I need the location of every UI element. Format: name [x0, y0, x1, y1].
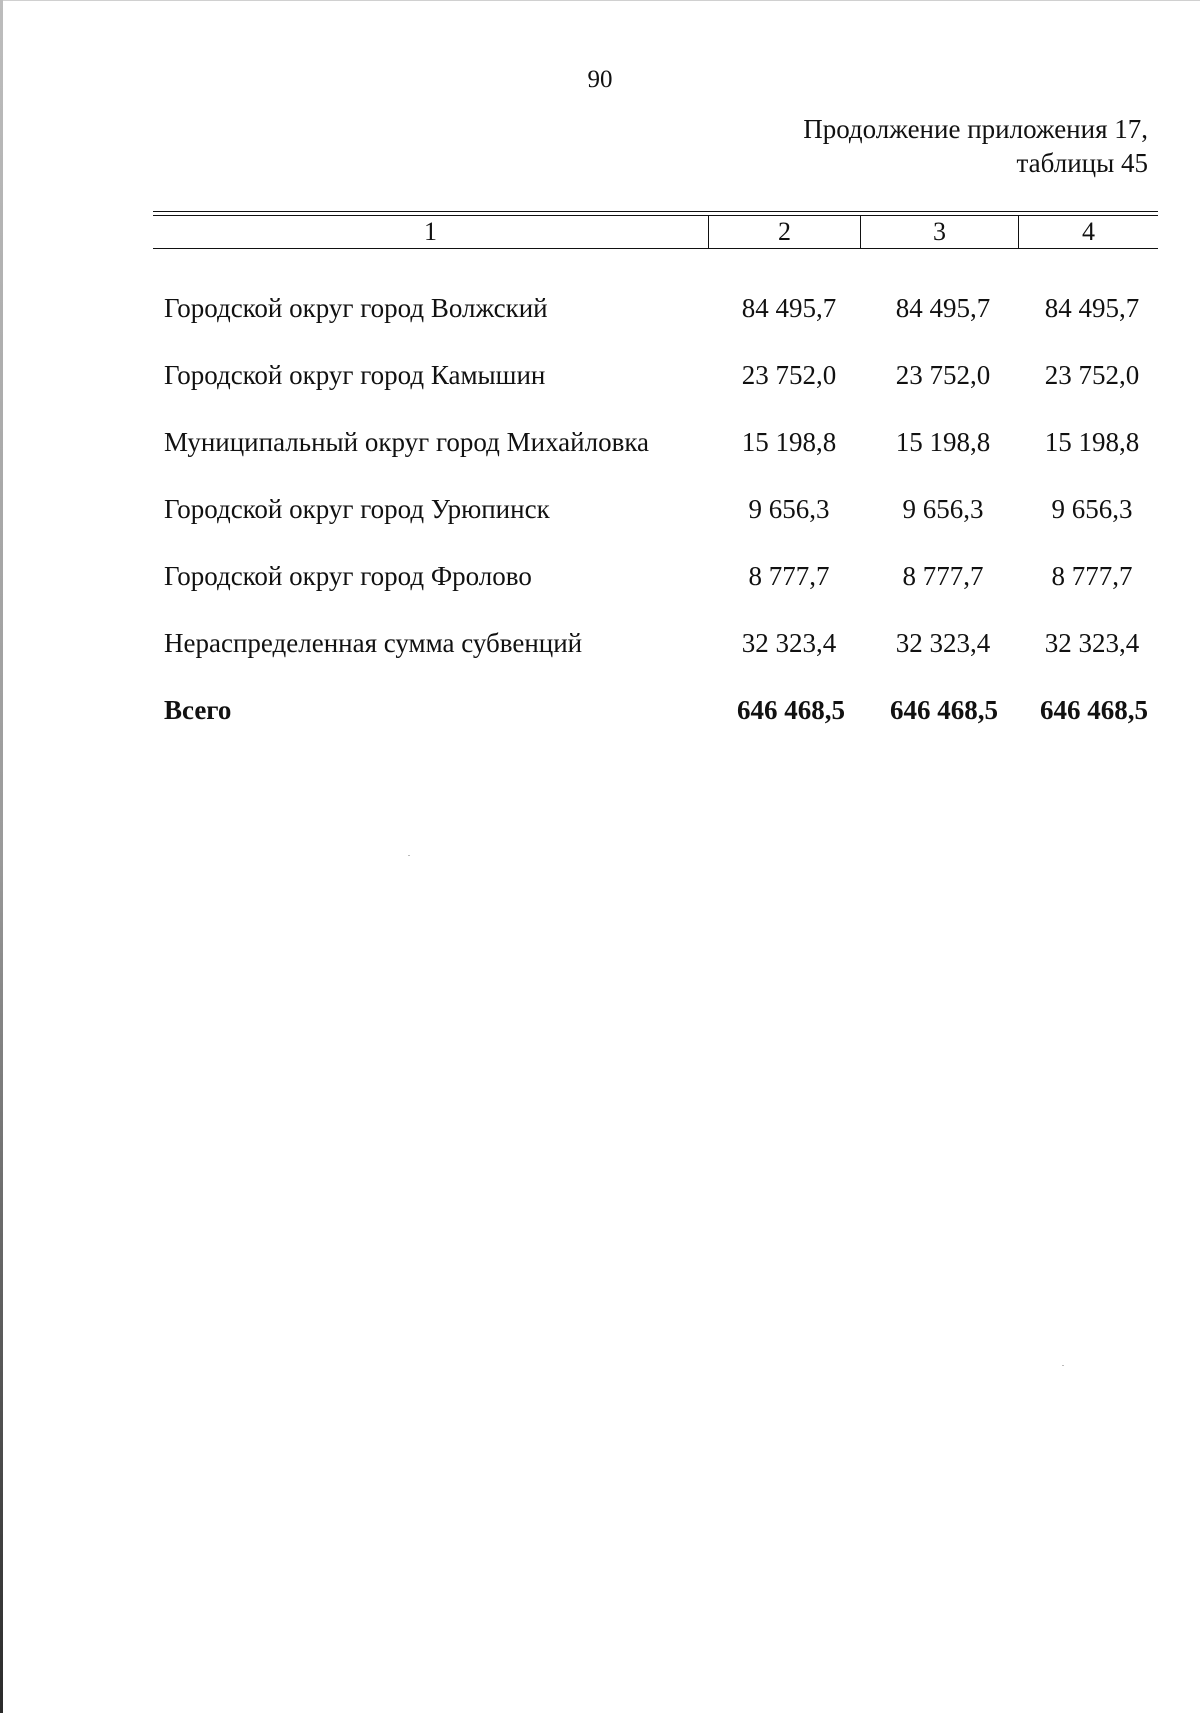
row-value-col3: 8 777,7: [902, 561, 984, 591]
row-name: Городской округ город Фролово: [164, 561, 532, 591]
scan-speck: [408, 855, 410, 856]
total-value-col3: 646 468,5: [890, 695, 998, 725]
table-row: [153, 543, 1158, 610]
table-top-rule: [153, 211, 1158, 212]
scan-speck: [1062, 1365, 1064, 1366]
table-row: [153, 476, 1158, 543]
row-name: Городской округ город Волжский: [164, 293, 548, 323]
row-value-col2: 23 752,0: [741, 360, 837, 390]
column-header-2: 2: [708, 215, 860, 248]
table-row: [153, 409, 1158, 476]
scan-edge-top: [0, 0, 1200, 1]
row-value-col4: 84 495,7: [1044, 293, 1140, 323]
column-header-3: 3: [860, 215, 1018, 248]
row-value-col2: 8 777,7: [748, 561, 830, 591]
row-value-col4: 9 656,3: [1051, 494, 1133, 524]
table-row: [153, 610, 1158, 677]
column-header-4: 4: [1018, 215, 1158, 248]
row-value-col4: 8 777,7: [1051, 561, 1133, 591]
total-label: Всего: [164, 695, 232, 725]
table-row: [153, 275, 1158, 342]
row-value-col3: 32 323,4: [895, 628, 991, 658]
row-value-col3: 15 198,8: [895, 427, 991, 457]
table-body: [153, 275, 1158, 744]
total-value-col2: 646 468,5: [737, 695, 845, 725]
row-name: Муниципальный округ город Михайловка: [164, 427, 650, 457]
row-value-col2: 84 495,7: [741, 293, 837, 323]
column-header-1: 1: [424, 217, 437, 246]
table-total-row: [153, 677, 1158, 744]
row-name: Нераспределенная сумма субвенций: [164, 628, 583, 658]
total-value-col4: 646 468,5: [1040, 695, 1148, 725]
table-header-row: [153, 215, 1158, 249]
continuation-note: [803, 112, 1148, 180]
continuation-line-1: Продолжение приложения 17,: [803, 114, 1148, 144]
row-value-col2: 32 323,4: [741, 628, 837, 658]
row-value-col3: 84 495,7: [895, 293, 991, 323]
row-value-col3: 23 752,0: [895, 360, 991, 390]
scan-edge-left: [0, 0, 3, 1713]
row-value-col2: 9 656,3: [748, 494, 830, 524]
row-name: Городской округ город Урюпинск: [164, 494, 550, 524]
row-value-col2: 15 198,8: [741, 427, 837, 457]
row-value-col4: 23 752,0: [1044, 360, 1140, 390]
table-row: [153, 342, 1158, 409]
row-name: Городской округ город Камышин: [164, 360, 546, 390]
continuation-line-2: таблицы 45: [1016, 148, 1148, 178]
row-value-col3: 9 656,3: [902, 494, 984, 524]
row-value-col4: 15 198,8: [1044, 427, 1140, 457]
page-number: 90: [587, 66, 613, 93]
row-value-col4: 32 323,4: [1044, 628, 1140, 658]
